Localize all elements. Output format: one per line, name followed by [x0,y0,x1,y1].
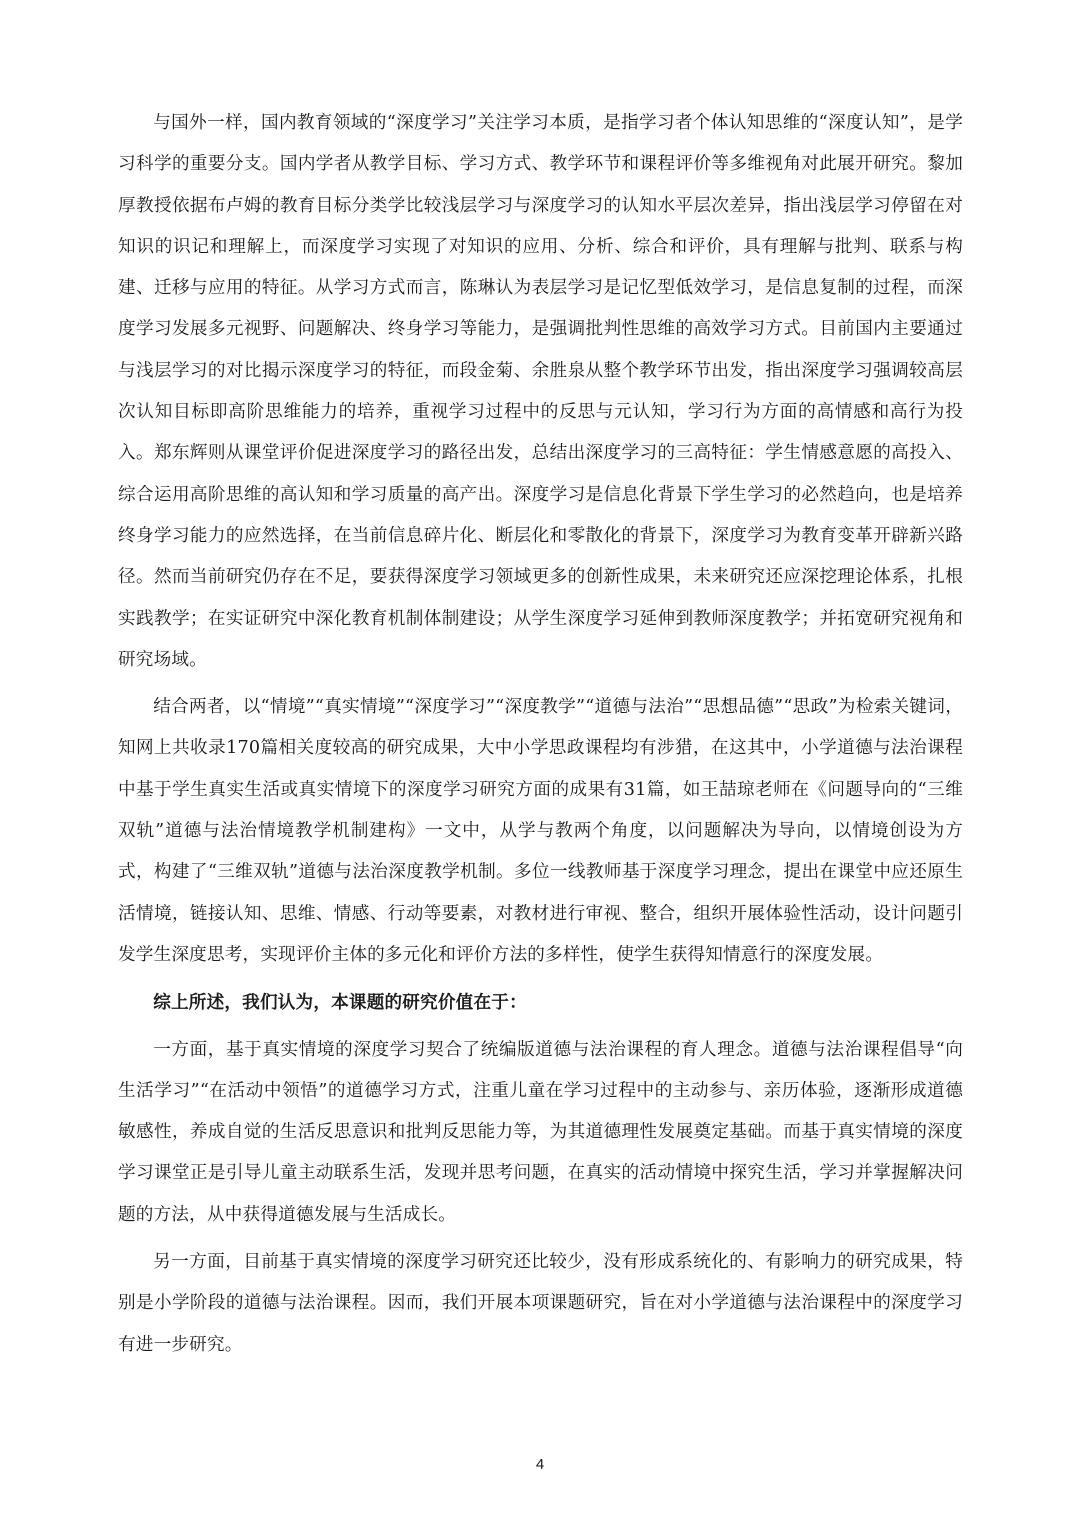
paragraph-research-value-heading: 综上所述，我们认为，本课题的研究价值在于： [153,992,527,1014]
page-body [118,103,963,1366]
paragraph-domestic-research: 与国外一样，国内教育领域的“深度学习”关注学习本质，是指学习者个体认知思维的“深度认知”，是学习科学的重要分支。国内学者从教学目标、学习方式、教学环节和课程评价等多维视角对此展开研究。黎加厚教授依据布卢姆的教育目标分类学比较浅层学习与深度学习的认知水平层次差异，指出浅层学习停留在对知识的识记和理解上，而深度学习实现了对知识的应用、分析、综合和评价，具有理解与批判、联系与构建、迁移与应用的特征。从学习方式而言，陈琳认为表层学习是记忆型低效学习，是信息复制的过程，而深度学习发展多元视野、问题解决、终身学习等能力，是强调批判性思维的高效学习方式。目前国内主要通过与浅层学习的对比揭示深度学习的特征，而段金菊、余胜泉从整个教学环节出发，指出深度学习强调较高层次认知目标即高阶思维能力的培养，重视学习过程中的反思与元认知，学习行为方面的高情感和高行为投入。郑东辉则从课堂评价促进深度学习的路径出发，总结出深度学习的三高特征：学生情感意愿的高投入、综合运用高阶思维的高认知和学习质量的高产出。深度学习是信息化背景下学生学习的必然趋向，也是培养终身学习能力的应然选择，在当前信息碎片化、断层化和零散化的背景下，深度学习为教育变革开辟新兴路径。然而当前研究仍存在不足，要获得深度学习领域更多的创新性成果，未来研究还应深挖理论体系，扎根实践教学；在实证研究中深化教育机制体制建设；从学生深度学习延伸到教师深度教学；并拓宽研究视角和研究场域。 [118,113,963,670]
paragraph-value-first-aspect: 一方面，基于真实情境的深度学习契合了统编版道德与法治课程的育人理念。道德与法治课程倡导“向生活学习”“在活动中领悟”的道德学习方式，注重儿童在学习过程中的主动参与、亲历体验，逐渐形成道德敏感性，养成自觉的生活反思意识和批判反思能力等，为其道德理性发展奠定基础。而基于真实情境的深度学习课堂正是引导儿童主动联系生活，发现并思考问题，在真实的活动情境中探究生活，学习并掌握解决问题的方法，从中获得道德发展与生活成长。 [118,1039,963,1225]
paragraph-value-second-aspect: 另一方面，目前基于真实情境的深度学习研究还比较少，没有形成系统化的、有影响力的研究成果，特别是小学阶段的道德与法治课程。因而，我们开展本项课题研究，旨在对小学道德与法治课程中的深度学习有进一步研究。 [118,1252,963,1355]
paragraph-literature-search: 结合两者，以“情境”“真实情境”“深度学习”“深度教学”“道德与法治”“思想品德”“思政”为检索关键词，知网上共收录170篇相关度较高的研究成果，大中小学思政课程均有涉猎，在这其中，小学道德与法治课程中基于学生真实生活或真实情境下的深度学习研究方面的成果有31篇，如王喆琼老师在《问题导向的“三维双轨”道德与法治情境教学机制建构》一文中，从学与教两个角度，以问题解决为导向，以情境创设为方式，构建了“三维双轨”道德与法治深度教学机制。多位一线教师基于深度学习理念，提出在课堂中应还原生活情境，链接认知、思维、情感、行动等要素，对教材进行审视、整合，组织开展体验性活动，设计问题引发学生深度思考，实现评价主体的多元化和评价方法的多样性，使学生获得知情意行的深度发展。 [118,697,963,965]
page-number: 4 [535,1456,545,1473]
